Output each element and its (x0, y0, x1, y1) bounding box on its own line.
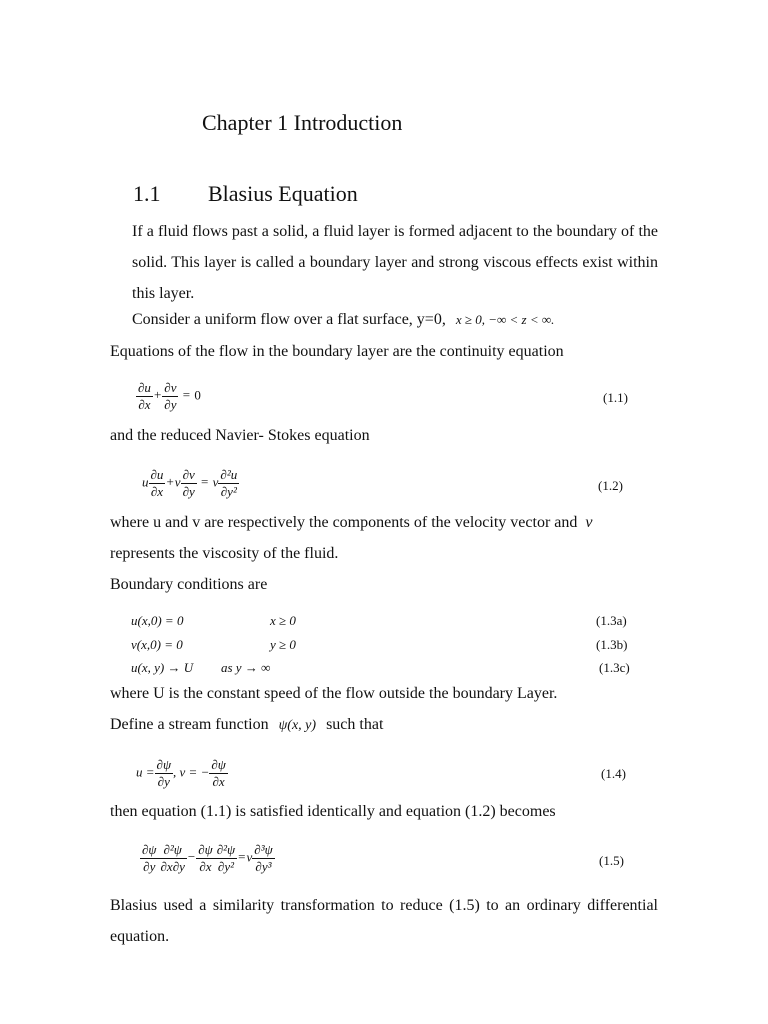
domain-condition: x ≥ 0, −∞ < z < ∞. (455, 312, 555, 327)
bc-2-lhs: v(x,0) = 0 (131, 637, 183, 652)
equation-1-2: u $\frac{\partial u}{\partial x}$ +v $\frac{\partial v}{\partial y}$ = ν $\frac{\text{∂²u}}{\text{∂y²}}$ (142, 467, 238, 499)
section-number: 1.1 (133, 181, 161, 206)
eq-denominator: ∂y (157, 774, 170, 789)
paragraph-text: Blasius used a similarity transformation to reduce (1.5) to an ordinary differential equation. (110, 897, 658, 945)
eq-numerator: ∂u (138, 380, 151, 395)
section-title: Blasius Equation (208, 181, 358, 206)
eq-denominator: ∂y³ (255, 859, 272, 874)
paragraph-stream-function (110, 716, 383, 734)
eq-denominator: ∂x (138, 397, 151, 412)
paragraph-text: where u and v are respectively the components of the velocity vector and (110, 514, 578, 531)
eq-denominator: ∂y² (217, 859, 234, 874)
eq-term: u = (136, 764, 155, 780)
eq-numerator: ∂ψ (142, 842, 157, 857)
equation-number: (1.5) (599, 853, 624, 868)
paragraph-blasius (110, 890, 658, 952)
eq-denominator: ∂x (199, 859, 212, 874)
bc-1-lhs: u(x,0) = 0 (131, 613, 184, 628)
eq-term: u (142, 474, 149, 490)
paragraph-where-uv (110, 514, 658, 532)
bc-3-cond: as y → ∞ (221, 660, 271, 675)
eq-numerator: ∂ψ (156, 757, 172, 772)
paragraph-text: such that (326, 716, 384, 733)
eq-numerator: ∂u (150, 467, 164, 482)
equation-1-1: $\frac{\partial u}{\partial x}$ + $\frac{\partial v}{\partial y}$ = 0 (138, 380, 201, 412)
eq-denominator: ∂x (150, 484, 164, 499)
equation-number: (1.2) (598, 478, 623, 493)
eq-numerator: ∂²ψ (159, 842, 187, 859)
eq-denominator: ∂x∂y (160, 859, 185, 874)
paragraph-text: If a fluid flows past a solid, a fluid layer is formed adjacent to the boundary of the solid. This layer is called a boundary layer and strong viscous effects exist within this layer. (132, 223, 658, 302)
eq-term: , v = − (173, 764, 210, 780)
eq-term: v (174, 474, 181, 490)
eq-term: ν (212, 474, 219, 490)
equation-1-4 (136, 757, 228, 790)
eq-numerator: ∂²ψ (216, 842, 236, 857)
eq-denominator: ∂y (164, 397, 177, 412)
eq-numerator: ∂²u (220, 467, 238, 482)
eq-denominator: ∂y (143, 859, 156, 874)
eq-numerator: ∂ψ (211, 757, 226, 772)
eq-denominator: ∂y² (220, 484, 237, 499)
stream-function-symbol: ψ(x, y) (278, 718, 317, 733)
bc-3-num: (1.3c) (599, 660, 630, 675)
boundary-conditions-intro: Boundary conditions are (110, 576, 268, 593)
eq-numerator: ∂ψ (198, 842, 213, 857)
bc-3-lhs: u(x, y) → U (131, 660, 194, 675)
bc-1-num: (1.3a) (596, 613, 627, 628)
paragraph-uniform-flow (132, 311, 658, 329)
bc-1-cond: x ≥ 0 (270, 613, 296, 628)
equation-number: (1.4) (601, 766, 626, 781)
paragraph-then: then equation (1.1) is satisfied identically and equation (1.2) becomes (110, 803, 556, 820)
eq-term: ν (246, 849, 253, 865)
eq-numerator: ∂v (164, 380, 177, 395)
bc-2-cond: y ≥ 0 (270, 637, 296, 652)
eq-rhs: 0 (194, 387, 201, 403)
paragraph-text: Define a stream function (110, 716, 269, 733)
navier-intro: and the reduced Navier- Stokes equation (110, 427, 370, 444)
section-heading (133, 181, 358, 207)
bc-2-num: (1.3b) (596, 637, 628, 652)
eq-denominator: ∂x (212, 774, 225, 789)
paragraph-where-U: where U is the constant speed of the flow outside the boundary Layer. (110, 685, 558, 702)
eq-denominator: ∂y (182, 484, 195, 499)
paragraph-viscosity: represents the viscosity of the fluid. (110, 545, 339, 562)
chapter-title: Chapter 1 Introduction (202, 110, 403, 135)
eq-numerator: ∂v (182, 467, 195, 482)
continuity-intro: Equations of the flow in the boundary layer are the continuity equation (110, 343, 564, 360)
nu-symbol: ν (585, 514, 593, 531)
paragraph-boundary-layer (110, 216, 658, 309)
eq-numerator: ∂³ψ (254, 842, 273, 857)
equation-number: (1.1) (603, 390, 628, 405)
equation-1-5: $\frac{\partial\psi}{\partial y}$ $\frac{\text{∂²ψ}}{\partial x\partial y}$ − $\frac{\partial\psi}{\partial x}$ $\frac{\text{∂²ψ}}{\text{∂y²}}$ =ν $\frac{\text{∂³ψ}}{\text{∂y³}}$ (142, 842, 273, 874)
paragraph-text: Consider a uniform flow over a flat surface, y=0, (132, 311, 446, 328)
